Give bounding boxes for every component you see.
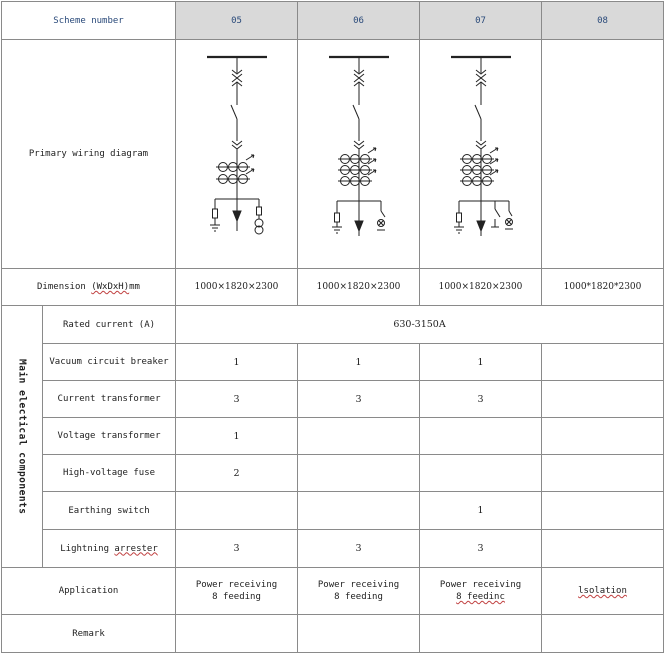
component-value — [420, 418, 542, 455]
component-value — [298, 418, 420, 455]
component-row-earthing-switch — [2, 492, 664, 530]
wiring-diagram-08 — [542, 40, 664, 269]
component-value: 3 — [298, 381, 420, 418]
wiring-diagram-05 — [176, 40, 298, 269]
remark-row — [2, 615, 664, 653]
scheme-table — [1, 1, 664, 653]
component-label: Earthing switch — [43, 492, 176, 530]
application-05 — [176, 568, 298, 615]
component-value — [542, 455, 664, 492]
application-line: Power receiving — [439, 580, 522, 590]
application-row — [2, 568, 664, 615]
scheme-number-label: Scheme number — [2, 2, 176, 40]
dimension-05: 1000×1820×2300 — [176, 269, 298, 306]
dimension-08: 1000*1820*2300 — [542, 269, 664, 306]
dimension-label — [2, 269, 176, 306]
remark-label: Remark — [2, 615, 176, 653]
component-value: 3 — [420, 381, 542, 418]
scheme-06-header: 06 — [298, 2, 420, 40]
component-value: 1 — [420, 344, 542, 381]
wiring-diagram-06-graphic — [299, 41, 419, 267]
main-electrical-components-label: Main electical components — [2, 306, 43, 568]
wiring-diagram-05-graphic — [177, 41, 297, 267]
remark-06 — [298, 615, 420, 653]
application-label: Application — [2, 568, 176, 615]
header-row — [2, 2, 664, 40]
component-value — [542, 381, 664, 418]
component-value: 1 — [176, 344, 298, 381]
component-value: 3 — [176, 530, 298, 568]
component-row-high-voltage-fuse — [2, 455, 664, 492]
rated-current-label: Rated current (A) — [43, 306, 176, 344]
dimension-07: 1000×1820×2300 — [420, 269, 542, 306]
application-08 — [542, 568, 664, 615]
component-row-vacuum-circuit-breaker — [2, 344, 664, 381]
component-label-main: Lightning — [60, 543, 115, 554]
dimension-row — [2, 269, 664, 306]
application-06 — [298, 568, 420, 615]
scheme-05-header: 05 — [176, 2, 298, 40]
component-row-voltage-transformer — [2, 418, 664, 455]
application-line: Power receiving — [317, 580, 400, 590]
component-value: 1 — [420, 492, 542, 530]
component-value — [542, 344, 664, 381]
dimension-label-whd: (WxDxH) — [91, 282, 130, 292]
application-line: 8 feeding — [212, 592, 261, 602]
component-value — [542, 492, 664, 530]
component-value: 3 — [176, 381, 298, 418]
application-line: 8 feeding — [334, 592, 383, 602]
component-label: Current transformer — [43, 381, 176, 418]
component-value: 2 — [176, 455, 298, 492]
component-label: Voltage transformer — [43, 418, 176, 455]
component-value — [542, 530, 664, 568]
application-line: Power receiving — [195, 580, 278, 590]
rated-current-row — [2, 306, 664, 344]
component-label-wavy: arrester — [114, 543, 158, 554]
application-line: lsolation — [578, 586, 627, 596]
remark-08 — [542, 615, 664, 653]
component-label: High-voltage fuse — [43, 455, 176, 492]
component-label: Vacuum circuit breaker — [43, 344, 176, 381]
wiring-diagram-07-graphic — [421, 41, 541, 267]
component-value: 3 — [420, 530, 542, 568]
component-value — [298, 492, 420, 530]
dimension-label-suffix: mm — [129, 282, 140, 292]
application-line: 8 feedinc — [456, 592, 505, 602]
component-value — [542, 418, 664, 455]
dimension-label-prefix: Dimension — [37, 282, 92, 292]
scheme-08-header: 08 — [542, 2, 664, 40]
scheme-07-header: 07 — [420, 2, 542, 40]
wiring-diagram-label: Primary wiring diagram — [2, 40, 176, 269]
component-value: 1 — [298, 344, 420, 381]
component-row-current-transformer — [2, 381, 664, 418]
component-value — [420, 455, 542, 492]
spec-sheet — [1, 1, 663, 658]
wiring-diagram-07 — [420, 40, 542, 269]
component-value: 1 — [176, 418, 298, 455]
remark-05 — [176, 615, 298, 653]
component-value: 3 — [298, 530, 420, 568]
component-value — [176, 492, 298, 530]
rated-current-value: 630-3150A — [176, 306, 664, 344]
wiring-row — [2, 40, 664, 269]
component-label — [43, 530, 176, 568]
application-07 — [420, 568, 542, 615]
wiring-diagram-06 — [298, 40, 420, 269]
remark-07 — [420, 615, 542, 653]
component-value — [298, 455, 420, 492]
component-row-lightning-arrester — [2, 530, 664, 568]
dimension-06: 1000×1820×2300 — [298, 269, 420, 306]
